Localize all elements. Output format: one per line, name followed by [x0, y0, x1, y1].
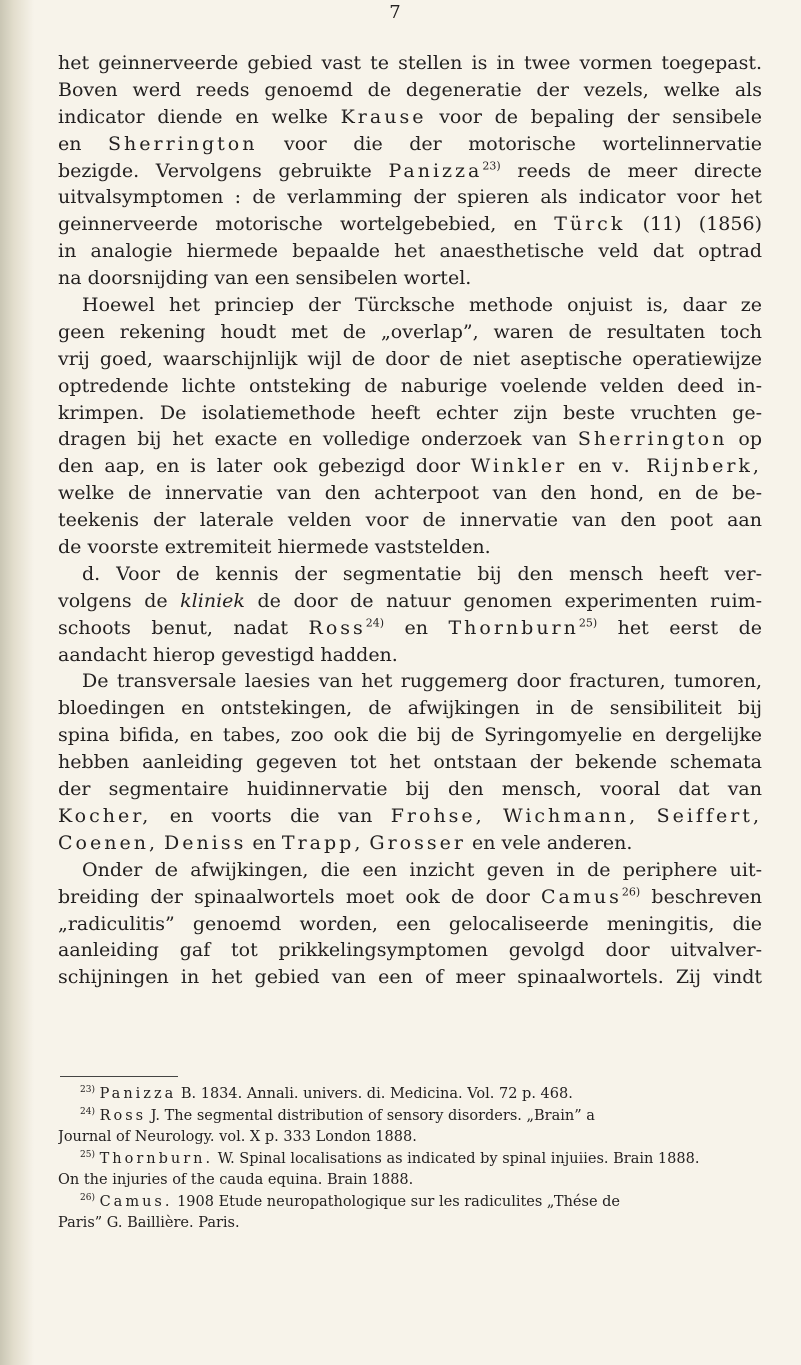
text-line: der segmentaire huidinnervatie bij den mensch, vooral dat van	[58, 778, 762, 801]
author-name: Wichmann,	[503, 804, 639, 827]
author-name: Camus	[541, 885, 622, 908]
author-name: Camus.	[99, 1193, 173, 1210]
author-name: Deniss	[164, 831, 247, 854]
footnote: $^{23)}$ Panizza B. 1834. Annali. univers. di. Medicina. Vol. 72 p. 468.	[80, 1085, 573, 1102]
footnote: $^{25)}$ Thornburn. W. Spinal localisations as indicated by spinal injuiies. Brain 1888.	[80, 1149, 700, 1167]
text-line: krimpen. De isolatiemethode heeft echter zijn beste vruchten ge-	[58, 401, 762, 424]
page-number: 7	[389, 2, 401, 23]
author-name: Winkler	[470, 455, 568, 478]
text-line: bloedingen en ontstekingen, de afwijkingen in de sensibiliteit bij	[58, 697, 762, 720]
text-line: „radiculitis” genoemd worden, een gelocaliseerde meningitis, die	[58, 912, 762, 935]
page-edge-shadow	[0, 0, 34, 1365]
text-line: vrij goed, waarschijnlijk wijl de door de niet aseptische operatiewijze	[58, 347, 762, 370]
footnote-ref: 25)	[578, 616, 598, 630]
author-name: v. Rijnberk,	[612, 455, 762, 478]
author-name: Krause	[340, 105, 427, 128]
author-name: Panizza	[99, 1086, 177, 1102]
text-line: aandacht hierop gevestigd hadden.	[58, 643, 398, 666]
author-name: Sherrington	[108, 132, 258, 155]
text-line: Coenen, Deniss en Trapp, Grosser en vele anderen.	[58, 831, 633, 854]
text-line: geen rekening houdt met de „overlap”, waren de resultaten toch	[58, 320, 762, 343]
footnotes	[58, 1084, 762, 1235]
footnote-continuation: Journal of Neurology. vol. X p. 333 London 1888.	[58, 1129, 417, 1145]
text-line: volgens de kliniek de door de natuur genomen experimenten ruim-	[58, 589, 762, 612]
text-line: schijningen in het gebied van een of meer spinaalwortels. Zij vindt	[58, 966, 762, 989]
text-line: uitvalsymptomen : de verlamming der spieren als indicator voor het	[58, 186, 762, 209]
text-line: schoots benut, nadat Ross$^{24)}$ en Thornburn$^{25)}$ het eerst de	[58, 616, 762, 639]
footnote-continuation: Paris” G. Baillière. Paris.	[58, 1215, 240, 1231]
footnote: $^{24)}$ Ross J. The segmental distribution of sensory disorders. „Brain” a	[80, 1106, 595, 1124]
emphasis-text: kliniek	[180, 589, 245, 612]
text-line: d. Voor de kennis der segmentatie bij den mensch heeft ver-	[82, 562, 762, 585]
text-line: na doorsnijding van een sensibelen wortel.	[58, 267, 472, 290]
author-name: Ross	[99, 1107, 147, 1124]
text-line: dragen bij het exacte en volledige onderzoek van Sherrington op	[58, 428, 762, 451]
text-line: geinnerveerde motorische wortelgebebied, en Türck (11) (1856)	[58, 213, 762, 236]
text-line: Onder de afwijkingen, die een inzicht geven in de periphere uit-	[82, 858, 762, 881]
footnote-continuation: On the injuries of the cauda equina. Brain 1888.	[58, 1172, 414, 1188]
footnote-ref: 26)	[621, 885, 641, 899]
author-name: Panizza	[388, 159, 483, 182]
author-name: Seiffert,	[656, 804, 762, 827]
author-name: Türck	[554, 213, 626, 236]
text-line: den aap, en is later ook gebezigd door Winkler en v. Rijnberk,	[58, 455, 762, 478]
footnote-ref: 24)	[365, 616, 385, 630]
text-line: Hoewel het princiep der Türcksche methode onjuist is, daar ze	[82, 294, 762, 317]
footnote: $^{26)}$ Camus. 1908 Etude neuropathologique sur les radiculites „Thése de	[80, 1192, 621, 1210]
author-name: Ross	[308, 616, 366, 639]
text-line: en Sherrington voor die der motorische wortelinnervatie	[58, 132, 762, 155]
text-line: bezigde. Vervolgens gebruikte Panizza$^{23)}$ reeds de meer directe	[58, 159, 762, 182]
author-name: Thornburn.	[99, 1150, 214, 1167]
author-name: Kocher,	[58, 804, 152, 827]
text-line: breiding der spinaalwortels moet ook de door Camus$^{26)}$ beschreven	[58, 885, 762, 908]
text-line: optredende lichte ontsteking de naburige voelende velden deed in-	[58, 374, 762, 397]
footnote-divider	[60, 1076, 178, 1077]
body-text	[58, 50, 762, 991]
text-line: Boven werd reeds genoemd de degeneratie der vezels, welke als	[58, 78, 762, 101]
author-name: Frohse,	[390, 804, 485, 827]
text-line: teekenis der laterale velden voor de innervatie van den poot aan	[58, 509, 762, 532]
text-line: Kocher, en voorts die van Frohse, Wichmann, Seiffert,	[58, 804, 762, 827]
text-line: De transversale laesies van het ruggemerg door fracturen, tumoren,	[82, 670, 762, 693]
text-line: in analogie hiermede bepaalde het anaesthetische veld dat optrad	[58, 240, 762, 263]
text-line: spina bifida, en tabes, zoo ook die bij de Syringomyelie en dergelijke	[58, 724, 762, 747]
text-line: hebben aanleiding gegeven tot het ontstaan der bekende schemata	[58, 751, 762, 774]
text-line: welke de innervatie van den achterpoot van den hond, en de be-	[58, 482, 762, 505]
text-line: de voorste extremiteit hiermede vaststelden.	[58, 536, 491, 559]
author-name: Sherrington	[577, 428, 728, 451]
author-name: Grosser	[369, 831, 466, 854]
text-line: indicator diende en welke Krause voor de bepaling der sensibele	[58, 105, 762, 128]
text-line: het geinnerveerde gebied vast te stellen is in twee vormen toegepast.	[58, 52, 762, 74]
author-name: Trapp,	[281, 831, 364, 854]
footnote-ref: 23)	[482, 159, 501, 173]
author-name: Coenen,	[58, 831, 158, 854]
author-name: Thornburn	[448, 616, 579, 639]
text-line: aanleiding gaf tot prikkelingsymptomen gevolgd door uitvalver-	[58, 939, 762, 962]
